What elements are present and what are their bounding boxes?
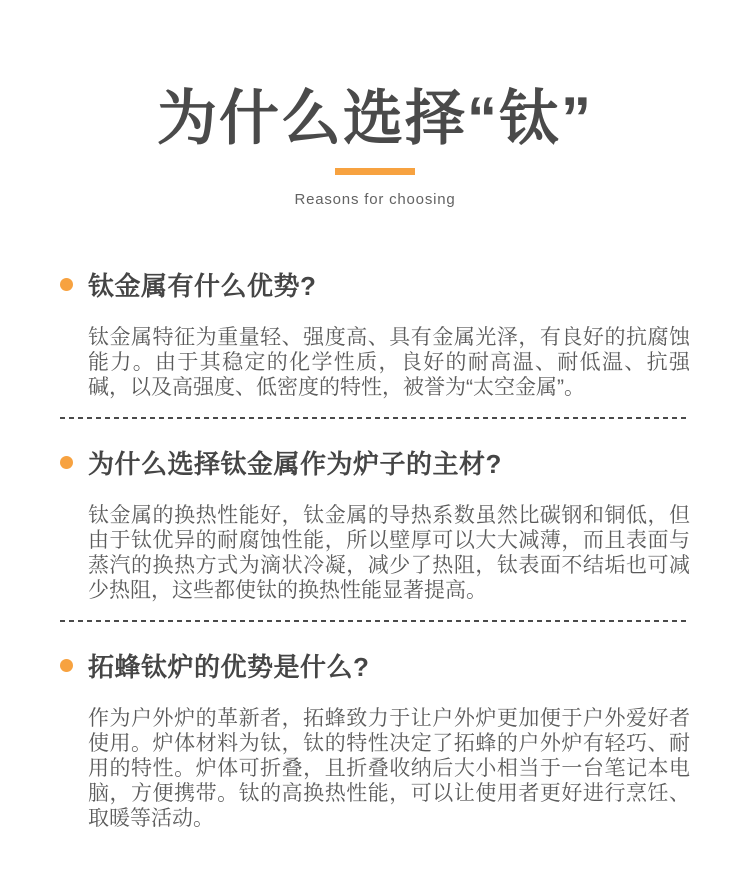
sections-container <box>0 208 750 831</box>
bullet-dot-icon <box>60 659 73 672</box>
bullet-dot-icon <box>60 456 73 469</box>
section-body-text: 钛金属的换热性能好，钛金属的导热系数虽然比碳钢和铜低，但由于钛优异的耐腐蚀性能，所以壁厚可以大大减薄，而且表面与蒸汽的换热方式为滴状冷凝，减少了热阻，钛表面不结垢也可减少热阻，这些都使钛的换热性能显著提高。 <box>88 504 690 602</box>
section-header <box>60 266 690 303</box>
dashed-divider <box>60 417 690 419</box>
dashed-divider <box>60 620 690 622</box>
bullet-dot-icon <box>60 278 73 291</box>
section-body-text: 作为户外炉的革新者，拓蜂致力于让户外炉更加便于户外爱好者使用。炉体材料为钛，钛的特性决定了拓蜂的户外炉有轻巧、耐用的特性。炉体可折叠，且折叠收纳后大小相当于一台笔记本电脑，方便携带。钛的高换热性能，可以让使用者更好进行烹饪、取暖等活动。 <box>88 707 690 830</box>
page-subtitle: Reasons for choosing <box>294 191 456 208</box>
title-accent-bar <box>335 168 415 175</box>
page-title: 为什么选择“钛” <box>157 85 593 152</box>
section-header <box>60 647 690 684</box>
section-tuofeng-advantages <box>60 647 690 831</box>
section-titanium-advantages <box>60 266 690 400</box>
section-heading: 为什么选择钛金属作为炉子的主材? <box>88 449 502 479</box>
page-header <box>0 0 750 208</box>
section-heading: 钛金属有什么优势? <box>88 271 317 301</box>
section-why-titanium-stove <box>60 444 690 603</box>
section-body-text: 钛金属特征为重量轻、强度高、具有金属光泽，有良好的抗腐蚀能力。由于其稳定的化学性质，良好的耐高温、耐低温、抗强碱，以及高强度、低密度的特性，被誉为“太空金属”。 <box>88 326 690 399</box>
section-heading: 拓蜂钛炉的优势是什么? <box>88 652 370 682</box>
section-header <box>60 444 690 481</box>
